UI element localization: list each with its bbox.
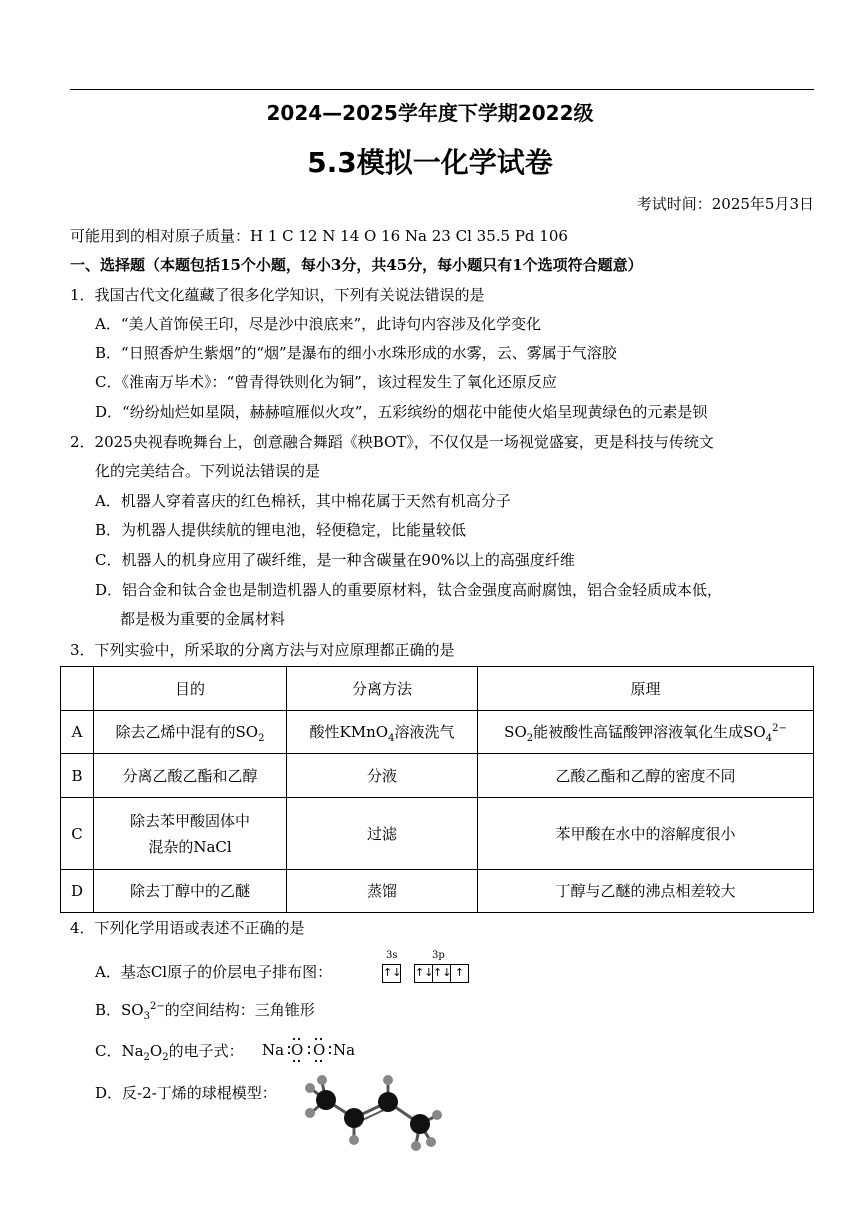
table-row xyxy=(61,711,814,754)
table-header-row xyxy=(61,667,814,711)
orbital-box-3p2: ↑↓ xyxy=(432,964,451,983)
q4-option-b: B．$SO_3^{2-}$的空间结构：三角锥形 xyxy=(95,1001,315,1022)
q3-stem: 3．下列实验中，所采取的分离方法与对应原理都正确的是 xyxy=(70,641,455,659)
q2-option-b: B．为机器人提供续航的锂电池，轻便稳定，比能量较低 xyxy=(95,521,467,539)
row-principle: 乙酸乙酯和乙醇的密度不同 xyxy=(478,754,814,798)
q2-stem-line1: 2．2025央视春晚舞台上，创意融合舞蹈《秧BOT》，不仅仅是一场视觉盛宴，更是科技与传统文 xyxy=(70,433,714,451)
row-id: C xyxy=(61,798,94,870)
orbital-diagram xyxy=(382,950,478,984)
row-principle: 苯甲酸在水中的溶解度很小 xyxy=(478,798,814,870)
row-method: 过滤 xyxy=(287,798,478,870)
row-goal: 除去丁醇中的乙醚 xyxy=(94,870,287,913)
o-right: O xyxy=(313,1041,326,1059)
table-header-principle: 原理 xyxy=(478,667,814,711)
table-row xyxy=(61,870,814,913)
row-id: B xyxy=(61,754,94,798)
atomic-masses: 可能用到的相对原子质量：H 1 C 12 N 14 O 16 Na 23 Cl 35.5 Pd 106 xyxy=(70,227,568,245)
q1-stem: 1．我国古代文化蕴藏了很多化学知识，下列有关说法错误的是 xyxy=(70,286,485,304)
exam-title-line2: 5.3模拟一化学试卷 xyxy=(307,146,553,179)
orbital-box-3s: ↑↓ xyxy=(382,964,401,983)
row-goal: 分离乙酸乙酯和乙醇 xyxy=(94,754,287,798)
table-header-method: 分离方法 xyxy=(287,667,478,711)
orbital-label-3p: 3p xyxy=(432,950,445,961)
row-id: D xyxy=(61,870,94,913)
q4-stem: 4．下列化学用语或表述不正确的是 xyxy=(70,919,305,937)
o-left: O xyxy=(291,1041,304,1059)
q1-option-b: B．“日照香炉生紫烟”的“烟”是瀑布的细小水珠形成的水雾，云、雾属于气溶胶 xyxy=(95,344,617,362)
row-goal: 除去苯甲酸固体中 混杂的NaCl xyxy=(94,798,287,870)
q2-option-c: C．机器人的机身应用了碳纤维，是一种含碳量在90%以上的高强度纤维 xyxy=(95,551,575,569)
row-principle: $SO_2$能被酸性高锰酸钾溶液氧化生成$SO_4^{2-}$ xyxy=(478,711,814,754)
row-principle: 丁醇与乙醚的沸点相差较大 xyxy=(478,870,814,913)
na-left: Na xyxy=(262,1041,285,1059)
orbital-label-3s: 3s xyxy=(386,950,398,961)
row-id: A xyxy=(61,711,94,754)
ball-stick-model xyxy=(296,1060,456,1164)
orbital-box-3p1: ↑↓ xyxy=(414,964,433,983)
exam-time: 考试时间：2025年5月3日 xyxy=(636,195,814,213)
exam-title-line1: 2024—2025学年度下学期2022级 xyxy=(266,101,594,125)
table-header-goal: 目的 xyxy=(94,667,287,711)
q4-option-c: C．$Na_2O_2$的电子式： xyxy=(95,1042,244,1063)
q2-stem-line2: 化的完美结合。下列说法错误的是 xyxy=(95,462,321,480)
section-heading: 一、选择题（本题包括15个小题，每小3分，共45分，每小题只有1个选项符合题意） xyxy=(70,256,643,274)
table-row xyxy=(61,754,814,798)
q1-option-c: C．《淮南万毕术》：“曾青得铁则化为铜”，该过程发生了氧化还原反应 xyxy=(95,373,557,391)
q4-option-d: D．反-2-丁烯的球棍模型： xyxy=(95,1084,277,1102)
na-right: Na xyxy=(333,1041,356,1059)
orbital-box-3p3: ↑ xyxy=(450,964,469,983)
table-row xyxy=(61,798,814,870)
q2-option-a: A．机器人穿着喜庆的红色棉袄，其中棉花属于天然有机高分子 xyxy=(95,492,511,510)
q1-option-d: D．“纷纷灿烂如星陨，赫赫喧雁似火攻”，五彩缤纷的烟花中能使火焰呈现黄绿色的元素是钡 xyxy=(95,403,708,421)
trans-2-butene-model xyxy=(296,1060,456,1160)
row-method: 分液 xyxy=(287,754,478,798)
row-goal: 除去乙烯中混有的$SO_2$ xyxy=(94,711,287,754)
separation-table xyxy=(60,666,814,913)
top-rule xyxy=(70,89,814,90)
q1-option-a: A．“美人首饰侯王印，尽是沙中浪底来”，此诗句内容涉及化学变化 xyxy=(95,315,542,333)
q4-option-a: A．基态Cl原子的价层电子排布图： xyxy=(95,963,333,981)
table-header-id xyxy=(61,667,94,711)
q2-option-d-line1: D．铝合金和钛合金也是制造机器人的重要原材料，钛合金强度高耐腐蚀，铝合金轻质成本低， xyxy=(95,581,723,599)
row-method: 蒸馏 xyxy=(287,870,478,913)
q2-option-d-line2: 都是极为重要的金属材料 xyxy=(120,610,286,628)
row-method: 酸性KMnO$_4$溶液洗气 xyxy=(287,711,478,754)
